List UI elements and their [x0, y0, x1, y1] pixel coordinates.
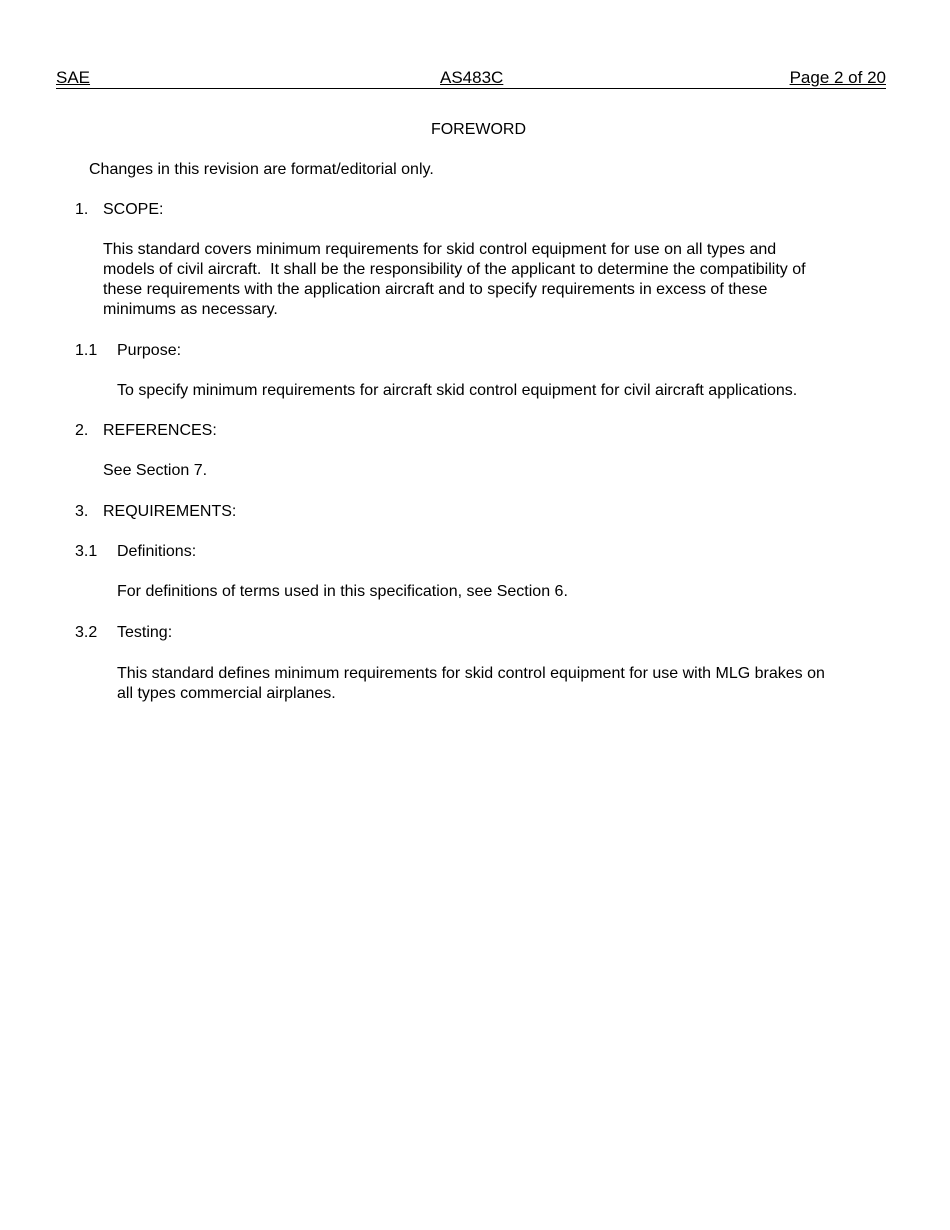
definitions-text: For definitions of terms used in this specification, see Section 6.	[117, 583, 568, 600]
scope-line-1: This standard covers minimum requirements for skid control equipment for use on all types and	[103, 241, 777, 258]
section-number-scope: 1.	[75, 201, 89, 218]
section-number-definitions: 3.1	[75, 543, 98, 560]
section-heading-purpose: Purpose:	[117, 342, 182, 359]
section-heading-definitions: Definitions:	[117, 543, 197, 560]
section-heading-requirements: REQUIREMENTS:	[103, 503, 237, 520]
foreword-title: FOREWORD	[430, 121, 527, 138]
page-header	[56, 68, 886, 89]
header-doc-number: AS483C	[440, 68, 504, 87]
section-number-references: 2.	[75, 422, 89, 439]
section-number-testing: 3.2	[75, 624, 98, 641]
testing-line-1: This standard defines minimum requirements for skid control equipment for use with MLG brakes on	[117, 665, 825, 682]
section-heading-scope: SCOPE:	[103, 201, 164, 218]
section-number-requirements: 3.	[75, 503, 89, 520]
section-number-purpose: 1.1	[75, 342, 98, 359]
section-heading-references: REFERENCES:	[103, 422, 217, 439]
references-text: See Section 7.	[103, 462, 208, 479]
purpose-text: To specify minimum requirements for aircraft skid control equipment for civil aircraft applications.	[117, 382, 798, 399]
header-org: SAE	[56, 68, 91, 87]
header-page-number: Page 2 of 20	[789, 68, 886, 87]
scope-line-3: these requirements with the application aircraft and to specify requirements in excess of these	[103, 281, 768, 298]
section-heading-testing: Testing:	[117, 624, 173, 641]
scope-line-4: minimums as necessary.	[103, 301, 278, 318]
testing-line-2: all types commercial airplanes.	[117, 685, 336, 702]
foreword-text: Changes in this revision are format/editorial only.	[89, 161, 434, 178]
scope-line-2: models of civil aircraft. It shall be the responsibility of the applicant to determine the compatibility of	[103, 261, 806, 278]
